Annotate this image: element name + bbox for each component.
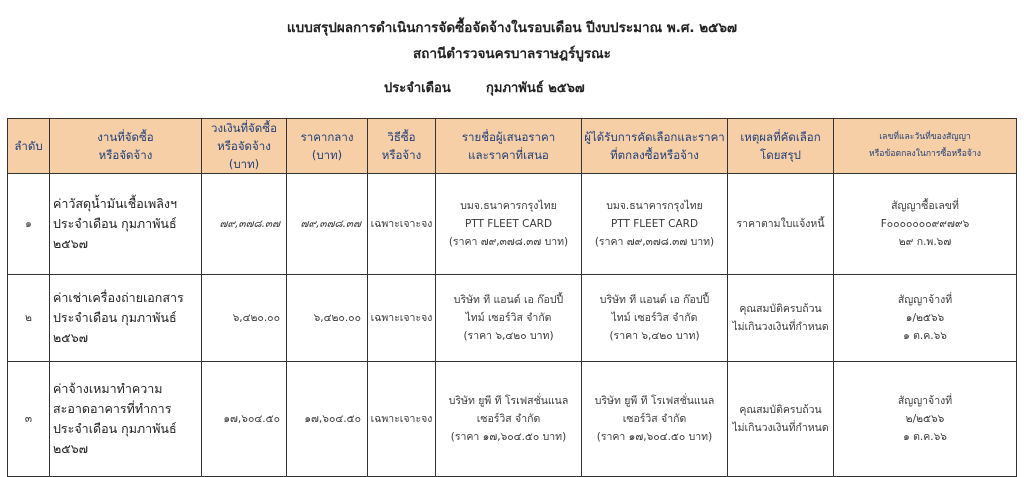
- row-budget: ๖,๔๒๐.๐๐: [202, 275, 287, 362]
- row-method: เฉพาะเจาะจง: [368, 362, 436, 477]
- row-median-price: ๗๙,๓๗๘.๓๗: [287, 174, 368, 275]
- row-method: เฉพาะเจาะจง: [368, 174, 436, 275]
- table-row: [8, 275, 1017, 362]
- row-bidders: บมจ.ธนาคารกรุงไทย PTT FLEET CARD (ราคา ๗๙,๓๗๘.๓๗ บาท): [436, 174, 582, 275]
- row-median-price: ๖,๔๒๐.๐๐: [287, 275, 368, 362]
- period-value: กุมภาพันธ์ ๒๕๖๗: [486, 81, 585, 96]
- row-contract: สัญญาจ้างที่ ๒/๒๕๖๖ ๑ ต.ค.๖๖: [834, 362, 1017, 477]
- col-header-bidders: รายชื่อผู้เสนอราคา และราคาที่เสนอ: [436, 119, 582, 174]
- row-reason: ราคาตามใบแจ้งหนี้: [728, 174, 834, 275]
- row-contract: สัญญาจ้างที่ ๑/๒๕๖๖ ๑ ต.ค.๖๖: [834, 275, 1017, 362]
- col-header-median-price: ราคากลาง (บาท): [287, 119, 368, 174]
- agency-name: สถานีตำรวจนครบาลราษฎร์บูรณะ: [413, 46, 611, 62]
- row-number: ๓: [8, 362, 50, 477]
- col-header-contract: เลขที่และวันที่ของสัญญา หรือข้อตกลงในการซื้อหรือจ้าง: [834, 119, 1017, 174]
- row-number: ๑: [8, 174, 50, 275]
- row-item: ค่าวัสดุน้ำมันเชื้อเพลิงฯ ประจำเดือน กุมภาพันธ์ ๒๕๖๗: [50, 174, 202, 275]
- period-label: ประจำเดือน: [384, 81, 451, 96]
- col-header-reason: เหตุผลที่คัดเลือก โดยสรุป: [728, 119, 834, 174]
- procurement-summary-table: [7, 118, 1017, 477]
- row-reason: คุณสมบัติครบถ้วน ไม่เกินวงเงินที่กำหนด: [728, 362, 834, 477]
- table-header-row: [8, 119, 1017, 174]
- row-selected: บริษัท ยูพี ที โรเฟสชั่นแนล เซอร์วิส จำกัด (ราคา ๑๗,๖๐๔.๕๐ บาท): [582, 362, 728, 477]
- table-row: [8, 174, 1017, 275]
- row-reason: คุณสมบัติครบถ้วน ไม่เกินวงเงินที่กำหนด: [728, 275, 834, 362]
- col-header-selected: ผู้ได้รับการคัดเลือกและราคา ที่ตกลงซื้อหรือจ้าง: [582, 119, 728, 174]
- col-header-method: วิธีซื้อ หรือจ้าง: [368, 119, 436, 174]
- col-header-item: งานที่จัดซื้อ หรือจัดจ้าง: [50, 119, 202, 174]
- row-bidders: บริษัท ที แอนด์ เอ ก๊อปปี้ ไทม์ เซอร์วิส จำกัด (ราคา ๖,๔๒๐ บาท): [436, 275, 582, 362]
- row-contract: สัญญาซื้อเลขที่ F๐๐๐๐๐๐๐๙๙๗๙๖ ๒๙ ก.พ.๖๗: [834, 174, 1017, 275]
- row-selected: บริษัท ที แอนด์ เอ ก๊อปปี้ ไทม์ เซอร์วิส จำกัด (ราคา ๖,๔๒๐ บาท): [582, 275, 728, 362]
- row-method: เฉพาะเจาะจง: [368, 275, 436, 362]
- col-header-budget: วงเงินที่จัดซื้อ หรือจัดจ้าง (บาท): [202, 119, 287, 174]
- row-item: ค่าจ้างเหมาทำความ สะอาดอาคารที่ทำการ ประจำเดือน กุมภาพันธ์ ๒๕๖๗: [50, 362, 202, 477]
- col-header-no: ลำดับ: [8, 119, 50, 174]
- row-item: ค่าเช่าเครื่องถ่ายเอกสาร ประจำเดือน กุมภาพันธ์ ๒๕๖๗: [50, 275, 202, 362]
- row-bidders: บริษัท ยูพี ที โรเฟสชั่นแนล เซอร์วิส จำกัด (ราคา ๑๗,๖๐๔.๕๐ บาท): [436, 362, 582, 477]
- row-number: ๒: [8, 275, 50, 362]
- row-budget: ๗๙,๓๗๘.๓๗: [202, 174, 287, 275]
- row-budget: ๑๗,๖๐๔.๕๐: [202, 362, 287, 477]
- row-selected: บมจ.ธนาคารกรุงไทย PTT FLEET CARD (ราคา ๗๙,๓๗๘.๓๗ บาท): [582, 174, 728, 275]
- row-median-price: ๑๗,๖๐๔.๕๐: [287, 362, 368, 477]
- table-row: [8, 362, 1017, 477]
- report-title: แบบสรุปผลการดำเนินการจัดซื้อจัดจ้างในรอบเดือน ปีงบประมาณ พ.ศ. ๒๕๖๗: [286, 20, 738, 36]
